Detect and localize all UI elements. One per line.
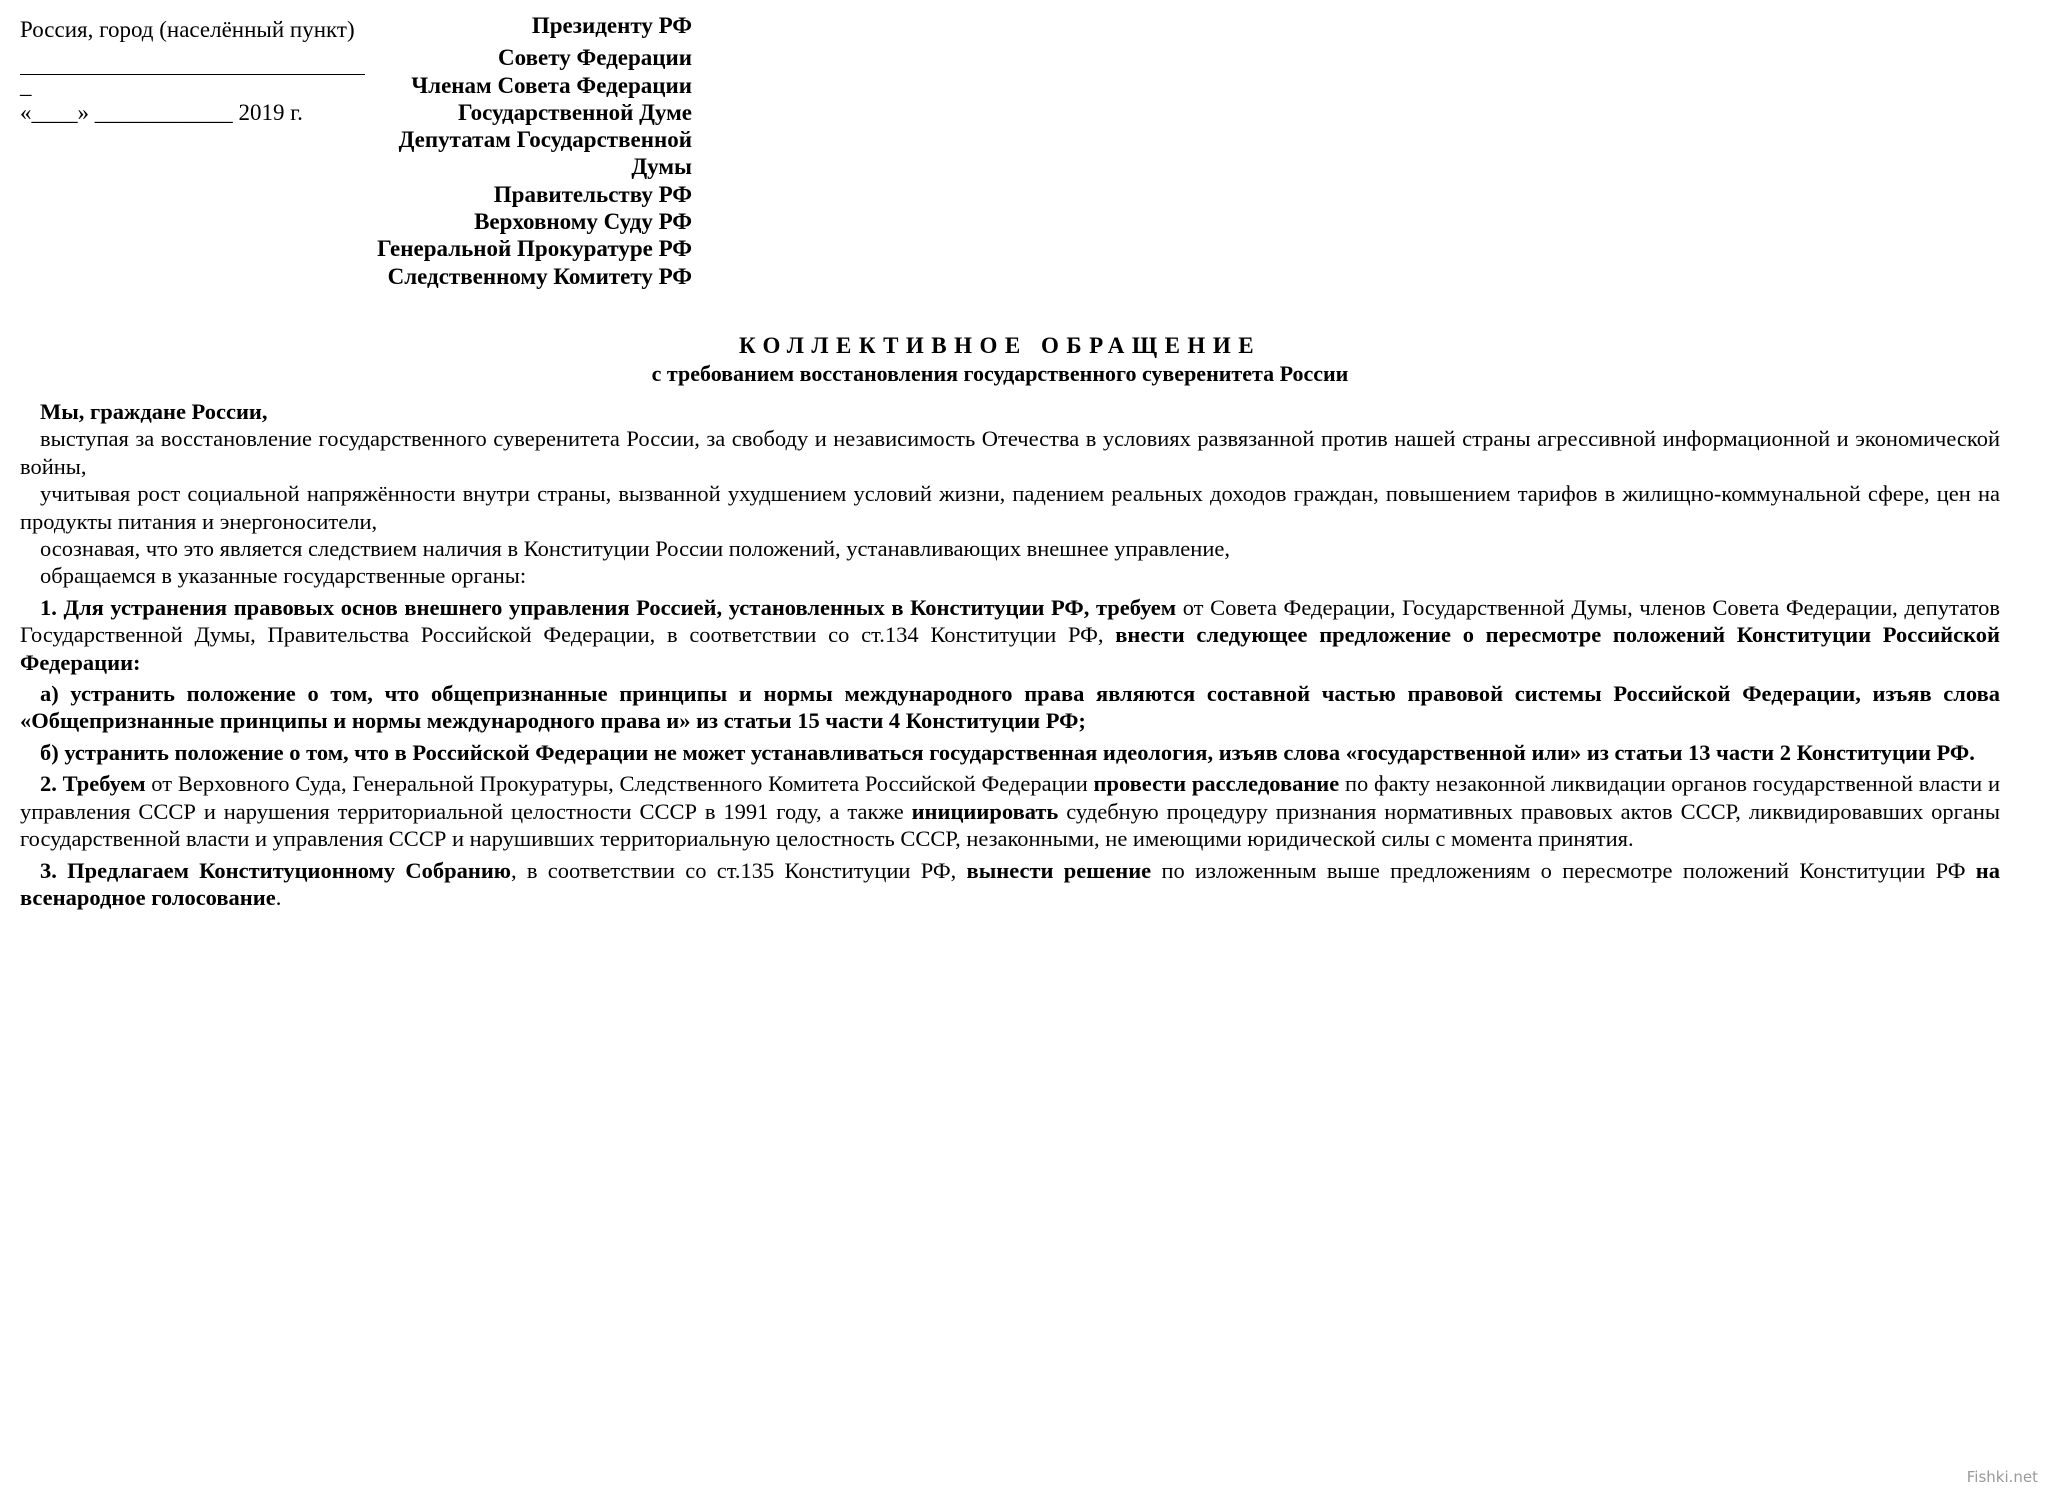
point-3-lead: 3. Предлагаем Конституционному Собранию (40, 857, 511, 883)
point-3-decision: вынести решение (966, 857, 1152, 883)
point-1a: а) устранить положение о том, что общепризнанные принципы и нормы международного права являются составной частью правовой системы Российской Федерации, изъяв слова «Общепризнанные принципы и нормы международного права и» из статьи 15 части 4 Конституции РФ; (20, 681, 2000, 734)
intro-paragraph: осознавая, что это является следствием наличия в Конституции России положений, устанавливающих внешнее управление, (40, 536, 1230, 562)
addressee: Президенту РФ (531, 13, 692, 38)
place-date-block (20, 16, 370, 127)
addressee: Государственной Думе (457, 99, 692, 125)
point-2 (20, 770, 2000, 852)
point-2-investigate: провести расследование (1093, 771, 1340, 797)
point-2-text-a: от Верховного Суда, Генеральной Прокуратуры, Следственного Комитета Российской Федерации (145, 771, 1094, 797)
place-label: Россия, город (населённый пункт) (20, 17, 355, 42)
place-underline-tail: _ (20, 73, 32, 98)
greeting: Мы, граждане России, (40, 399, 268, 424)
addressee: Членам Совета Федерации (411, 72, 692, 98)
point-2-text-b: по факту незаконной ликвидации органов государственной власти и управления СССР и нарушения территориальной целостности СССР в 1991 году, а также (20, 771, 2000, 824)
point-2-lead: 2. Требуем (40, 771, 146, 797)
addressee: Правительству РФ (493, 181, 692, 207)
place-underline (20, 46, 365, 75)
point-2-text-c: судебную процедуру признания нормативных правовых актов СССР, ликвидировавших органы государственной власти и управления СССР и нарушивших территориальную целостность СССР, незаконными, не имеющими юридической силы с момента принятия. (20, 798, 2000, 852)
intro-paragraph: учитывая рост социальной напряжённости внутри страны, вызванной ухудшением условий жизни, падением реальных доходов граждан, повышением тарифов в жилищно-коммунальной сфере, цен на продукты питания и энергоносители, (20, 481, 2000, 534)
point-1-text: от Совета Федерации, Государственной Думы, членов Совета Федерации, депутатов Государственной Думы, Правительства Российской Федерации, в соответствии со ст.134 Конституции РФ, (20, 594, 2001, 648)
intro-paragraph: обращаемся в указанные государственные органы: (40, 563, 527, 589)
point-3-vote: на всенародное голосование (20, 857, 2000, 910)
addressee: Совету Федерации (498, 45, 692, 71)
point-1-lead: 1. Для устранения правовых основ внешнего управления Россией, установленных в Конституции РФ, требуем (40, 594, 1177, 620)
point-3-text-c: . (275, 884, 282, 910)
date-line: «____» ____________ 2019 г. (20, 100, 303, 125)
addressee: Следственному Комитету РФ (387, 263, 692, 289)
intro-paragraph: выступая за восстановление государственного суверенитета России, за свободу и независимость Отечества в условиях развязанной против нашей страны агрессивной информационной и экономической войны, (20, 426, 2000, 479)
document-body (20, 398, 2000, 911)
point-1b: б) устранить положение о том, что в Российской Федерации не может устанавливаться государственная идеология, изъяв слова «государственной или» из статьи 13 части 2 Конституции РФ. (40, 739, 1975, 765)
point-3-text-a: , в соответствии со ст.135 Конституции РФ, (511, 857, 967, 883)
addressee: Генеральной Прокуратуре РФ (377, 236, 692, 262)
site-watermark: Fishki.net (1966, 1468, 2038, 1486)
addressees-block (370, 12, 692, 290)
addressee: Верховному Суду РФ (474, 209, 692, 235)
point-3-text-b: по изложенным выше предложениям о пересмотре положений Конституции РФ (1151, 857, 1976, 883)
point-1-demand: внести следующее предложение о пересмотре положений Конституции Российской Федерации: (20, 622, 2000, 675)
document-title: КОЛЛЕКТИВНОЕ ОБРАЩЕНИЕ (738, 333, 1262, 358)
addressee: Депутатам Государственной Думы (398, 127, 692, 180)
point-3 (20, 857, 2000, 912)
document-subtitle: с требованием восстановления государственного суверенитета России (651, 361, 1349, 386)
point-2-initiate: инициировать (911, 798, 1059, 824)
point-1 (20, 594, 2000, 676)
